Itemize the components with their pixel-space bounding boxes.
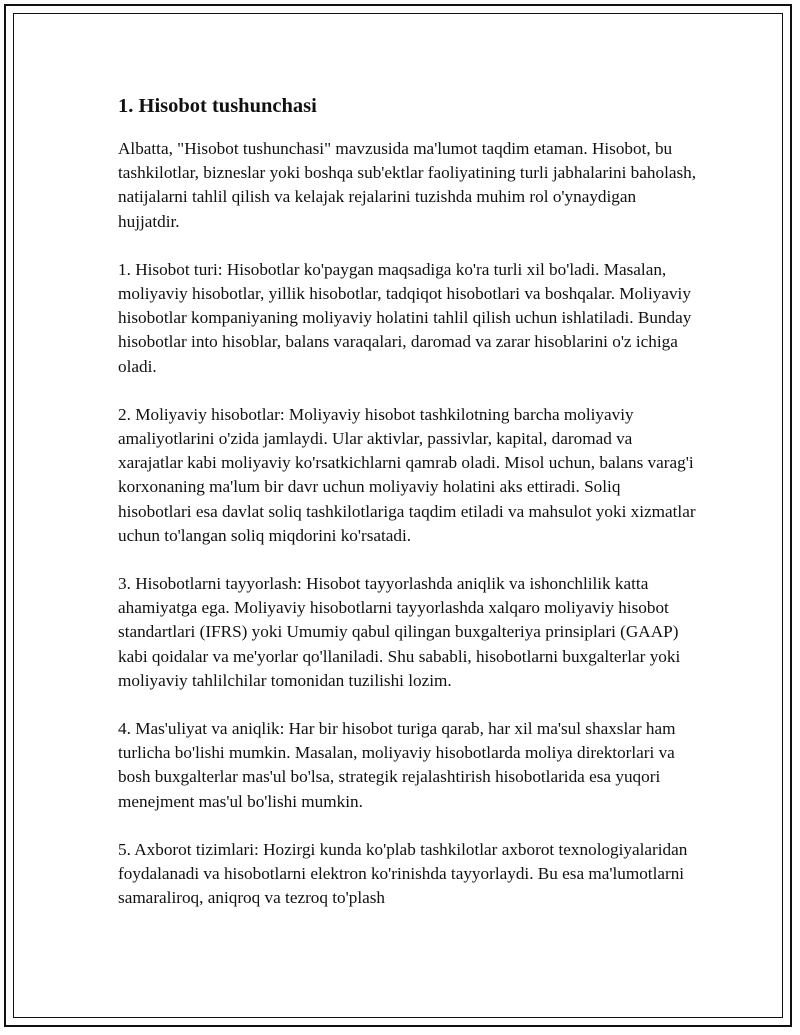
paragraph-financial-reports: 2. Moliyaviy hisobotlar: Moliyaviy hisobot tashkilotning barcha moliyaviy amaliyotlarini o'zida jamlaydi. Ular aktivlar, passivlar, kapital, daromad va xarajatlar kabi moliyaviy ko'rsatkichlarni qamrab oladi. Misol uchun, balans varag'i korxonaning ma'lum bir davr uchun moliyaviy holatini aks ettiradi. Soliq hisobotlari esa davlat soliq tashkilotlariga taqdim etiladi va mahsulot yoki xizmatlar uchun to'langan soliq miqdorini ko'rsatadi. xyxy=(118,404,696,545)
document-title: 1. Hisobot tushunchasi xyxy=(118,95,317,117)
paragraph-report-type: 1. Hisobot turi: Hisobotlar ko'paygan maqsadiga ko'ra turli xil bo'ladi. Masalan, moliyaviy hisobotlar, yillik hisobotlar, tadqiqot hisobotlari va boshqalar. Moliyaviy hisobotlar kompaniyaning moliyaviy holatini tahlil qilish uchun ishlatiladi. Bunday hisobotlar into hisoblar, balans varaqalari, daromad va zarar hisoblarini o'z ichiga oladi. xyxy=(118,259,692,376)
document-content xyxy=(118,93,698,934)
intro-paragraph: Albatta, "Hisobot tushunchasi" mavzusida ma'lumot taqdim etaman. Hisobot, bu tashkilotlar, bizneslar yoki boshqa sub'ektlar faoliyatining turli jabhalarini baholash, natijalarni tahlil qilish va kelajak rejalarini tuzishda muhim rol o'ynaydigan hujjatdir. xyxy=(118,139,697,231)
paragraph-information-systems: 5. Axborot tizimlari: Hozirgi kunda ko'plab tashkilotlar axborot texnologiyalaridan foydalanadi va hisobotlarni elektron ko'rinishda tayyorlaydi. Bu esa ma'lumotlarni samaraliroq, aniqroq va tezroq to'plash xyxy=(118,839,688,908)
paragraph-report-preparation: 3. Hisobotlarni tayyorlash: Hisobot tayyorlashda aniqlik va ishonchlilik katta ahamiyatga ega. Moliyaviy hisobotlarni tayyorlashda xalqaro moliyaviy hisobot standartlari (IFRS) yoki Umumiy qabul qilingan buxgalteriya prinsiplari (GAAP) kabi qoidalar va me'yorlar qo'llaniladi. Shu sababli, hisobotlarni buxgalterlar yoki moliyaviy tahlilchilar tomonidan tuzilishi lozim. xyxy=(118,574,681,690)
paragraph-responsibility-accuracy: 4. Mas'uliyat va aniqlik: Har bir hisobot turiga qarab, har xil ma'sul shaxslar ham turlicha bo'lishi mumkin. Masalan, moliyaviy hisobotlarda moliya direktorlari va bosh buxgalterlar mas'ul bo'lsa, strategik rejalashtirish hisobotlarida esa yuqori menejment mas'ul bo'lishi mumkin. xyxy=(118,719,676,811)
